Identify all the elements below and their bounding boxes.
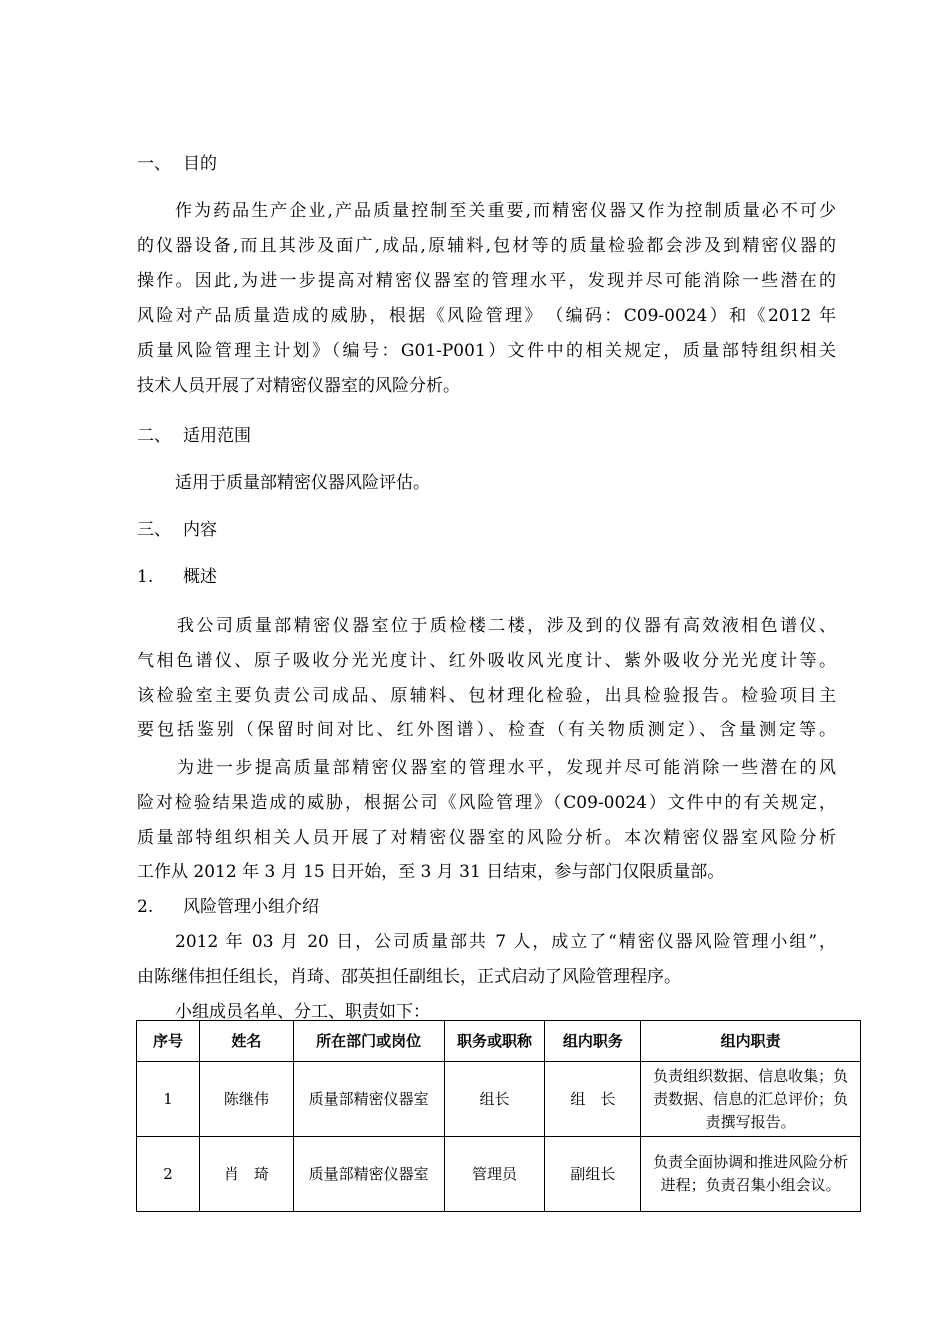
paragraph-line: 工作从 2012 年 3 月 15 日开始，至 3 月 31 日结束，参与部门仅限质量部。: [137, 862, 725, 882]
paragraph-line: 该检验室主要负责公司成品、原辅料、包材理化检验，出具检验报告。检验项目主: [137, 686, 836, 706]
paragraph-line: 的仪器设备,而且其涉及面广,成品,原辅料,包材等的质量检验都会涉及到精密仪器的: [137, 236, 836, 256]
header-title: 职务或职称: [444, 1021, 545, 1062]
paragraph-line: 为进一步提高质量部精密仪器室的管理水平，发现并尽可能消除一些潜在的风: [177, 758, 836, 778]
cell-title: 组长: [444, 1062, 545, 1137]
table-row: [137, 1137, 861, 1212]
paragraph-line: 质量部特组织相关人员开展了对精密仪器室的风险分析。本次精密仪器室风险分析: [137, 828, 836, 848]
paragraph-line: 质量风险管理主计划》（编号：G01-P001）文件中的相关规定，质量部特组织相关: [137, 341, 836, 361]
paragraph-line: 由陈继伟担任组长，肖琦、邵英担任副组长，正式启动了风险管理程序。: [137, 967, 681, 987]
paragraph-line: 作为药品生产企业,产品质量控制至关重要,而精密仪器又作为控制质量必不可少: [175, 201, 836, 221]
subsection-heading-overview: 1. 概述: [137, 567, 217, 587]
paragraph-line: 我公司质量部精密仪器室位于质检楼二楼，涉及到的仪器有高效液相色谱仪、: [177, 616, 836, 636]
paragraph-line: 气相色谱仪、原子吸收分光光度计、红外吸收风光度计、紫外吸收分光光度计等。: [137, 651, 836, 671]
cell-name: 陈继伟: [199, 1062, 293, 1137]
cell-dept: 质量部精密仪器室: [293, 1062, 444, 1137]
section-heading-content: 三、 内容: [137, 520, 217, 540]
header-dept: 所在部门或岗位: [293, 1021, 444, 1062]
table-header-row: [137, 1021, 861, 1062]
cell-no: 2: [137, 1137, 200, 1212]
cell-no: 1: [137, 1062, 200, 1137]
cell-duty: 负责组织数据、信息收集；负责数据、信息的汇总评价；负责撰写报告。: [641, 1062, 861, 1137]
section-heading-scope: 二、 适用范围: [137, 426, 251, 446]
section-heading-purpose: 一、 目的: [137, 154, 217, 174]
members-table: [136, 1020, 861, 1212]
header-duty: 组内职责: [641, 1021, 861, 1062]
header-no: 序号: [137, 1021, 200, 1062]
cell-role: 组 长: [545, 1062, 641, 1137]
paragraph-line: 要包括鉴别（保留时间对比、红外图谱）、检查（有关物质测定）、含量测定等。: [137, 720, 836, 740]
table-row: [137, 1062, 861, 1137]
paragraph-line: 技术人员开展了对精密仪器室的风险分析。: [137, 376, 460, 396]
cell-duty: 负责全面协调和推进风险分析进程；负责召集小组会议。: [641, 1137, 861, 1212]
subsection-heading-team: 2. 风险管理小组介绍: [137, 897, 319, 917]
paragraph-line: 风险对产品质量造成的威胁，根据《风险管理》 （编码：C09-0024）和《2012 年: [137, 306, 836, 326]
cell-role: 副组长: [545, 1137, 641, 1212]
paragraph-line: 险对检验结果造成的威胁，根据公司《风险管理》（C09-0024）文件中的有关规定，: [137, 793, 836, 813]
cell-name: 肖 琦: [199, 1137, 293, 1212]
paragraph-line: 操作。因此,为进一步提高对精密仪器室的管理水平，发现并尽可能消除一些潜在的: [137, 271, 836, 291]
cell-title: 管理员: [444, 1137, 545, 1212]
table-intro: 小组成员名单、分工、职责如下：: [175, 1002, 430, 1022]
paragraph-line: 2012 年 03 月 20 日，公司质量部共 7 人，成立了“精密仪器风险管理小组”，: [175, 932, 836, 952]
header-role: 组内职务: [545, 1021, 641, 1062]
header-name: 姓名: [199, 1021, 293, 1062]
cell-dept: 质量部精密仪器室: [293, 1137, 444, 1212]
paragraph-scope: 适用于质量部精密仪器风险评估。: [175, 473, 430, 493]
